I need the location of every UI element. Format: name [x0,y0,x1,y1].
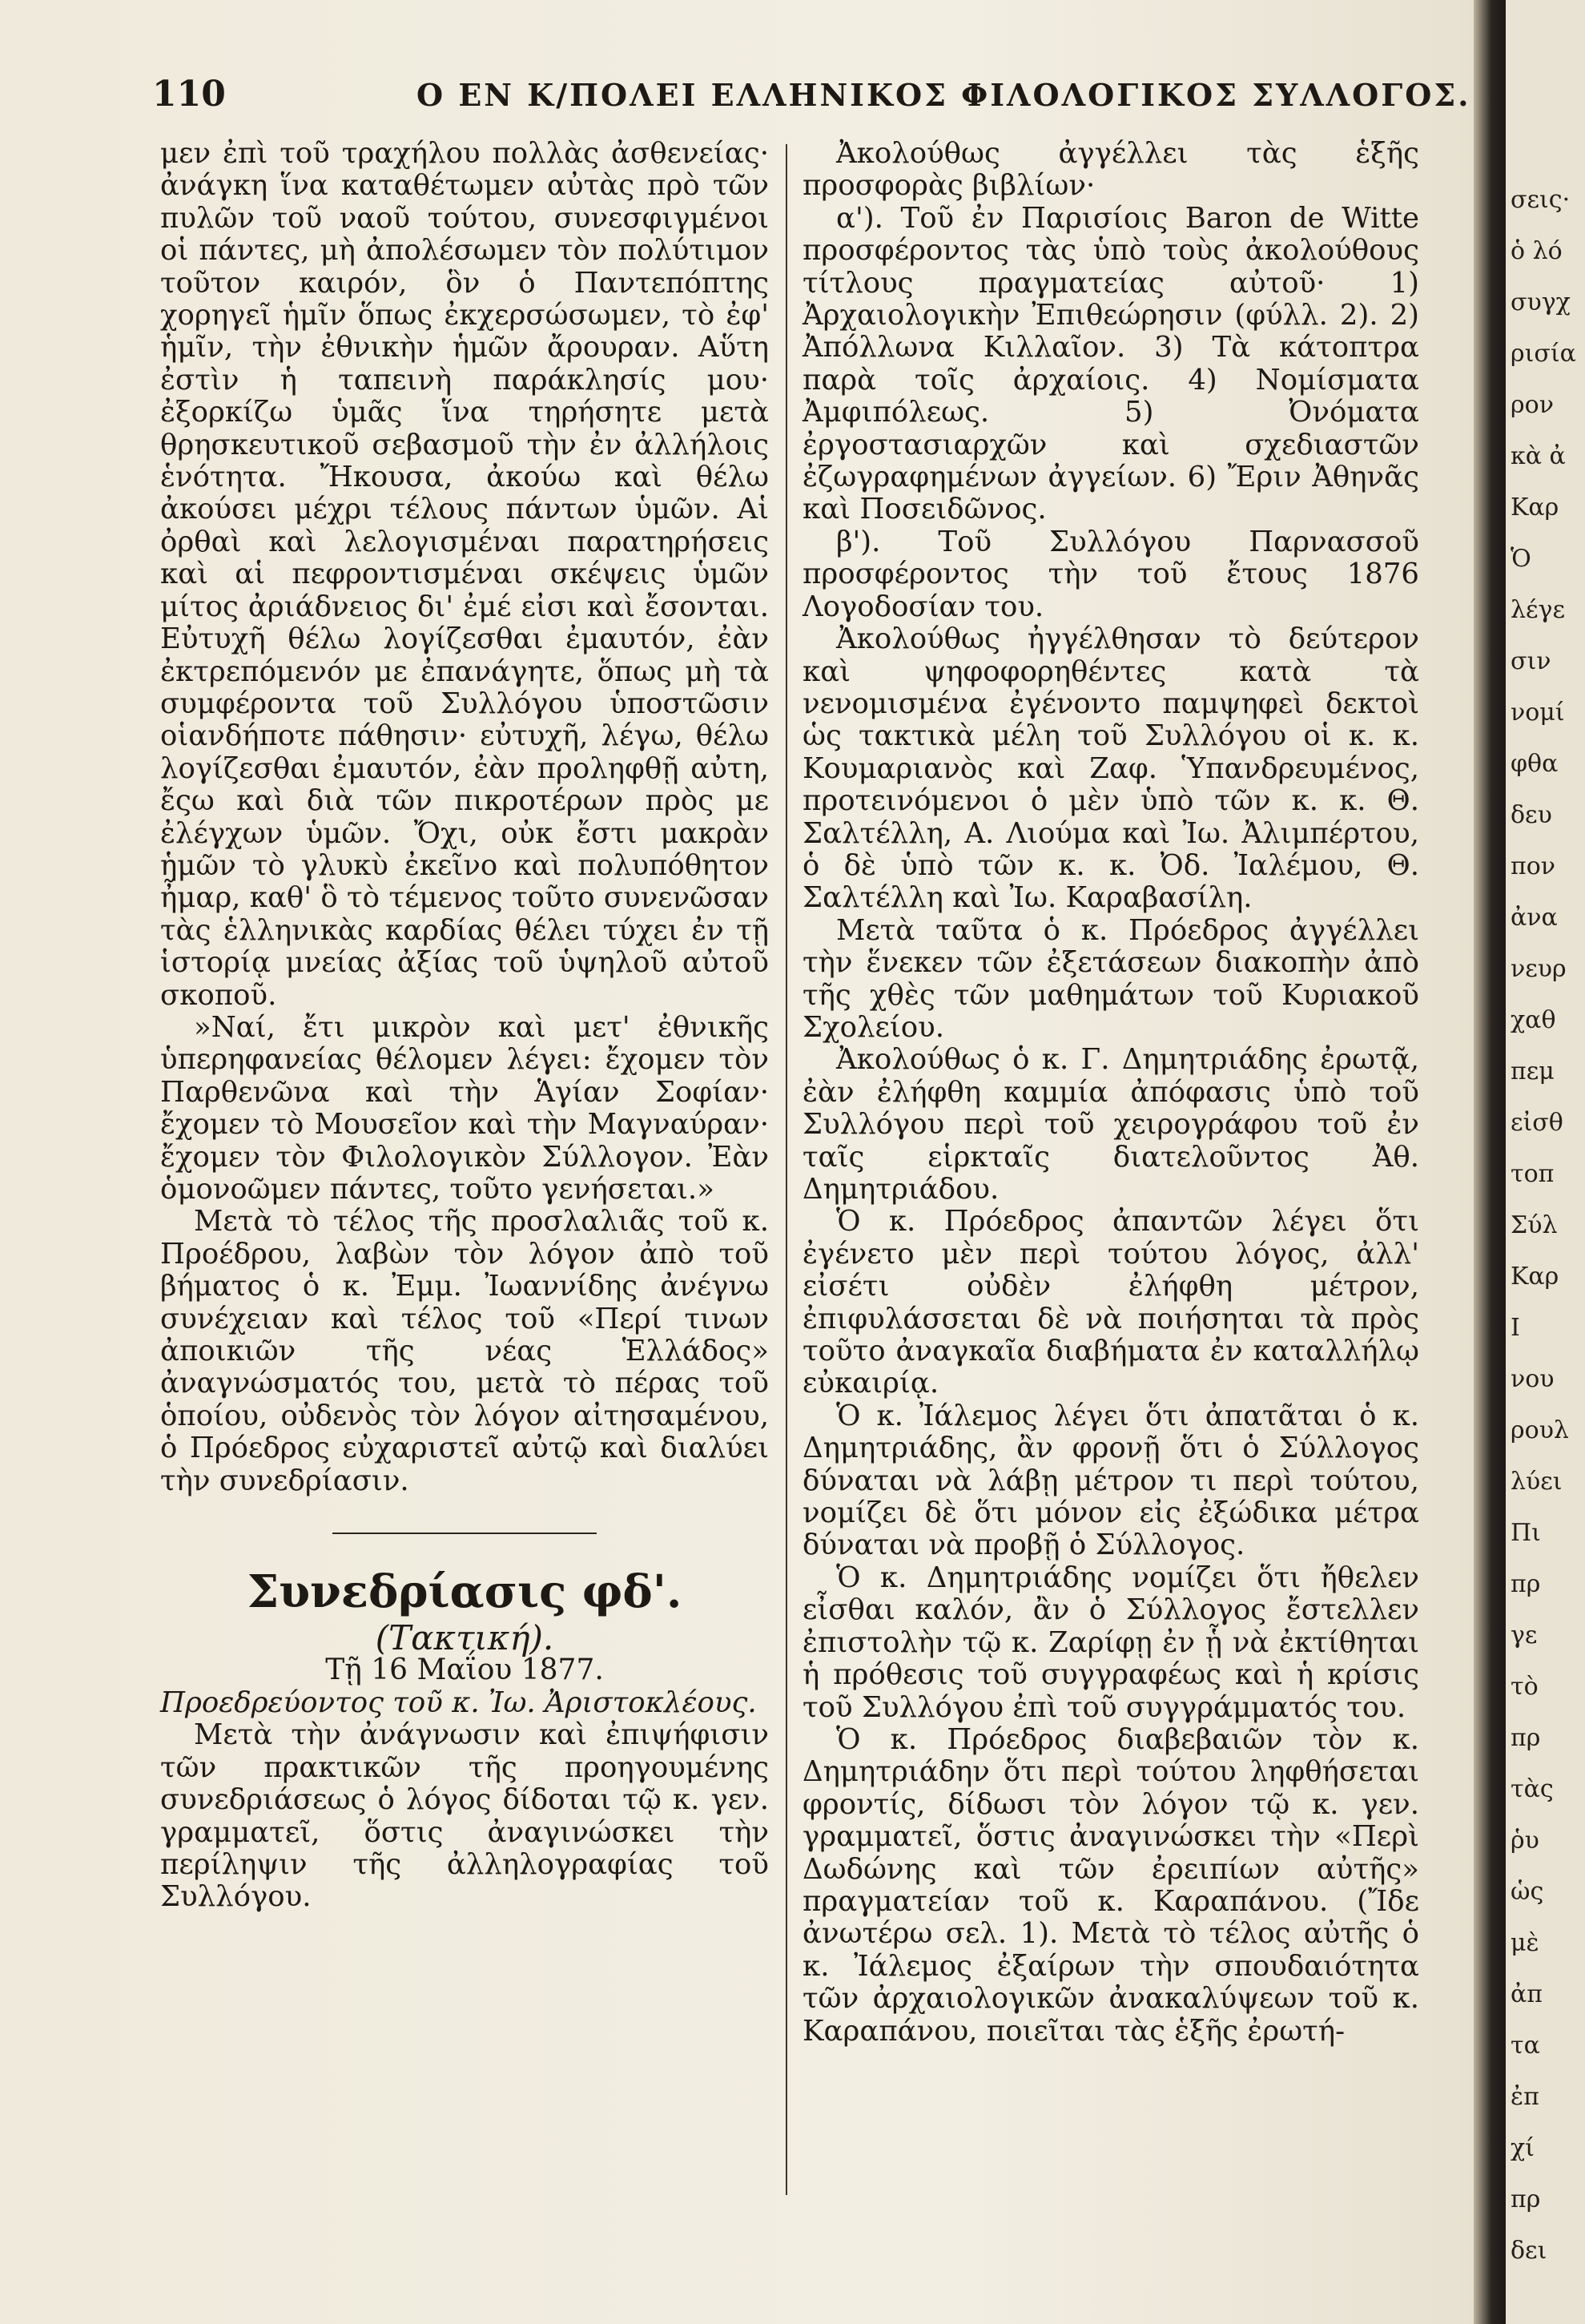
margin-fragment: ἀπ [1511,1980,1543,2008]
right-column [803,138,1419,2048]
margin-fragment: γε [1511,1621,1538,1649]
left-paragraph-4: Μετὰ τὴν ἀνάγνωσιν καὶ ἐπιψήφισιν τῶν πρακτικῶν τῆς προηγουμένης συνεδριάσεως ὁ λόγος δίδοται τῷ κ. γεν. γραμματεῖ, ὅστις ἀναγινώσκει τὴν περίληψιν τῆς ἀλληλογραφίας τοῦ Συλλόγου. [160,1718,769,1914]
margin-fragment: τοπ [1511,1160,1555,1188]
right-paragraph-1: Ἀκολούθως ἀγγέλλει τὰς ἑξῆς προσφορὰς βιβλίων· [803,137,1419,203]
margin-fragment: ὁ λό [1511,237,1563,265]
left-paragraph-1: μεν ἐπὶ τοῦ τραχήλου πολλὰς ἀσθενείας· ἀνάγκη ἵνα καταθέτωμεν αὐτὰς πρὸ τῶν πυλῶν τοῦ ναοῦ τούτου, συνεσφιγμένοι οἱ πάντες, μὴ ἀπολέσωμεν τὸν πολύτιμον τοῦτον καιρόν, ὃν ὁ Παντεπόπτης χορηγεῖ ἡμῖν ὅπως ἐκχερσώσωμεν, τὸ ἐφ' ἡμῖν, τὴν ἐθνικὴν ἡμῶν ἄρουραν. Αὕτη ἐστὶν ἡ ταπεινὴ παράκλησίς μου· ἐξορκίζω ὑμᾶς ἵνα τηρήσητε μετὰ θρησκευτικοῦ σεβασμοῦ τὴν ἐν ἀλλήλοις ἑνότητα. Ἤκουσα, ἀκούω καὶ θέλω ἀκούσει μέχρι τέλους πάντων ὑμῶν. Αἱ ὀρθαὶ καὶ λελογισμέναι παρατηρήσεις καὶ αἱ πεφροντισμέναι σκέψεις ὑμῶν μίτος ἀριάδνειος δι' ἐμέ εἰσι καὶ ἔσονται. Εὐτυχῆ θέλω λογίζεσθαι ἐμαυτόν, ἐὰν ἐκτρεπόμενόν με ἐπανάγητε, ὅπως μὴ τὰ συμφέροντα τοῦ Συλλόγου ὑποστῶσιν οἱανδήποτε πάθησιν· εὐτυχῆ, λέγω, θέλω λογίζεσθαι ἐμαυτόν, ἐὰν προληφθῇ αὐτη, ἔςω καὶ διὰ τῶν πικροτέρων πρὸς με ἐλέγχων ὑμῶν. Ὄχι, οὐκ ἔστι μακρὰν ἡμῶν τὸ γλυκὺ ἐκεῖνο καὶ πολυπόθητον ἦμαρ, καθ' ὃ τὸ τέμενος τοῦτο συνενῶσαν τὰς ἑλληνικὰς καρδίας θέλει τύχει ἐν τῇ ἱστορίᾳ μνείας ἀξίας τοῦ ὑψηλοῦ αὐτοῦ σκοποῦ. [160,137,769,1012]
right-paragraph-9: Ὁ κ. Δημητριάδης νομίζει ὅτι ἤθελεν εἶσθαι καλόν, ἂν ὁ Σύλλογος ἔστελλεν ἐπιστολὴν τῷ κ. Ζαρίφῃ ἐν ᾗ νὰ ἐκτίθηται ἡ πρόθεσις τοῦ συγγραφέως καὶ ἡ κρίσις τοῦ Συλλόγου ἐπὶ τοῦ συγγράμματός του. [803,1561,1419,1724]
session-type: (Τακτική). [375,1618,554,1658]
right-paragraph-6: Ἀκολούθως ὁ κ. Γ. Δημητριάδης ἐρωτᾷ, ἐὰν ἐλήφθη καμμία ἀπόφασις ὑπὸ τοῦ Συλλόγου περὶ τοῦ χειρογράφου τοῦ ἐν ταῖς εἱρκταῖς διατελοῦντος Ἀθ. Δημητριάδου. [803,1043,1419,1206]
right-paragraph-7: Ὁ κ. Πρόεδρος ἀπαντῶν λέγει ὅτι ἐγένετο μὲν περὶ τούτου λόγος, ἀλλ' εἰσέτι οὐδὲν ἐλήφθη μέτρον, ἐπιφυλάσσεται δὲ νὰ ποιήσηται τὰ πρὸς τοῦτο ἀναγκαῖα διαβήματα ἐν καταλλήλῳ εὐκαιρίᾳ. [803,1205,1419,1400]
margin-fragment: τὸ [1511,1673,1539,1701]
margin-fragment: τα [1511,2032,1540,2060]
margin-fragment: λέγε [1511,596,1566,624]
column-rule [786,144,787,2195]
margin-fragment: Σύλ [1511,1211,1558,1239]
margin-fragment: πρ [1511,1724,1541,1752]
margin-fragment: σεις· [1511,186,1571,214]
margin-fragment: χαθ [1511,1006,1556,1034]
margin-fragment: κὰ ἀ [1511,442,1566,470]
margin-fragment: μὲ [1511,1929,1539,1957]
page-header [152,74,1471,130]
margin-fragment: νου [1511,1365,1555,1393]
margin-fragment: πρ [1511,2185,1541,2213]
margin-fragment: πεμ [1511,1057,1555,1085]
margin-fragment: Ὁ [1511,545,1531,573]
margin-fragment: νευρ [1511,955,1567,983]
margin-fragment: λύει [1511,1468,1563,1496]
session-title: Συνεδρίασις φδ'. [247,1565,682,1619]
left-column [160,138,769,1914]
margin-fragment: ἀνα [1511,904,1558,932]
session-date: Τῇ 16 Μαΐου 1877. [325,1653,604,1687]
right-paragraph-4: Ἀκολούθως ἠγγέλθησαν τὸ δεύτερον καὶ ψηφοφορηθέντες κατὰ τὰ νενομισμένα ἐγένοντο παμψηφεὶ δεκτοὶ ὡς τακτικὰ μέλη τοῦ Συλλόγου οἱ κ. κ. Κουμαριανὸς καὶ Ζαφ. Ὑπανδρευμένος, προτεινόμενοι ὁ μὲν ὑπὸ τῶν κ. κ. Θ. Σαλτέλλη, Α. Λιούμα καὶ Ἰω. Ἀλιμπέρτου, ὁ δὲ ὑπὸ τῶν κ. κ. Ὀδ. Ἰαλέμου, Θ. Σαλτέλλη καὶ Ἰω. Καραβασίλη. [803,622,1419,915]
page-number: 110 [152,74,226,115]
margin-fragment: δευ [1511,801,1552,829]
margin-fragment: συγχ [1511,288,1571,316]
facing-page-edge [1506,0,1585,2324]
margin-fragment: εἰσθ [1511,1109,1563,1137]
book-gutter [1474,0,1506,2324]
margin-fragment: ρουλ [1511,1416,1569,1444]
right-paragraph-8: Ὁ κ. Ἰάλεμος λέγει ὅτι ἀπατᾶται ὁ κ. Δημητριάδης, ἂν φρονῇ ὅτι ὁ Σύλλογος δύναται νὰ λάβῃ μέτρον τι περὶ τούτου, νομίζει δὲ ὅτι μόνον εἰς ἐξώδικα μέτρα δύναται νὰ προβῇ ὁ Σύλλογος. [803,1399,1419,1562]
running-head: Ο ΕΝ Κ/ΠΟΛΕΙ ΕΛΛΗΝΙΚΟΣ ΦΙΛΟΛΟΓΙΚΟΣ ΣΥΛΛΟΓΟΣ. [416,77,1471,113]
margin-fragment: τὰς [1511,1775,1554,1803]
right-paragraph-5: Μετὰ ταῦτα ὁ κ. Πρόεδρος ἀγγέλλει τὴν ἕνεκεν τῶν ἐξετάσεων διακοπὴν ἀπὸ τῆς χθὲς τῶν μαθημάτων τοῦ Κυριακοῦ Σχολείου. [803,913,1419,1044]
left-paragraph-3: Μετὰ τὸ τέλος τῆς προσλαλιᾶς τοῦ κ. Προέδρου, λαβὼν τὸν λόγον ἀπὸ τοῦ βήματος ὁ κ. Ἐμμ. Ἰωαννίδης ἀνέγνω συνέχειαν καὶ τέλος τοῦ «Περί τινων ἀποικιῶν τῆς νέας Ἑλλάδος» ἀναγνώσματός του, μετὰ τὸ πέρας τοῦ ὁποίου, οὐδενὸς τὸν λόγον αἰτησαμένου, ὁ Πρόεδρος εὐχαριστεῖ αὐτῷ καὶ διαλύει τὴν συνεδρίασιν. [160,1205,769,1497]
margin-fragment: φθα [1511,750,1559,778]
margin-fragment: Καρ [1511,1263,1559,1291]
margin-fragment: ῥυ [1511,1827,1539,1855]
margin-fragment: δει [1511,2237,1547,2265]
right-paragraph-2: α'). Τοῦ ἐν Παρισίοις Baron de Witte προσφέροντος τὰς ὑπὸ τοὺς ἀκολούθους τίτλους πραγματείας αὐτοῦ· 1) Ἀρχαιολογικὴν Ἐπιθεώρησιν (φύλλ. 2). 2) Ἀπόλλωνα Κιλλαῖον. 3) Τὰ κάτοπτρα παρὰ τοῖς ἀρχαίοις. 4) Νομίσματα Ἀμφιπόλεως. 5) Ὀνόματα ἐργοστασιαρχῶν καὶ σχεδιαστῶν ἐζωγραφημένων ἀγγείων. 6) Ἔριν Ἀθηνᾶς καὶ Ποσειδῶνος. [803,201,1419,526]
margin-fragment: νομί [1511,699,1565,727]
margin-fragment: πον [1511,852,1556,880]
margin-fragment: Καρ [1511,493,1559,522]
presiding-line: Προεδρεύοντος τοῦ κ. Ἰω. Ἀριστοκλέους. [160,1686,757,1719]
section-divider [332,1533,597,1534]
left-paragraph-2: »Ναί, ἔτι μικρὸν καὶ μετ' ἐθνικῆς ὑπερηφανείας θέλομεν λέγει: ἔχομεν τὸν Παρθενῶνα καὶ τὴν Ἁγίαν Σοφίαν· ἔχομεν τὸ Μουσεῖον καὶ τὴν Μαγναύραν· ἔχομεν τὸν Φιλολογικὸν Σύλλογον. Ἐὰν ὁμονοῶμεν πάντες, τοῦτο γενήσεται.» [160,1010,769,1206]
right-paragraph-10: Ὁ κ. Πρόεδρος διαβεβαιῶν τὸν κ. Δημητριάδην ὅτι περὶ τούτου ληφθήσεται φροντίς, δίδωσι τὸν λόγον τῷ κ. γεν. γραμματεῖ, ὅστις ἀναγινώσκει τὴν «Περὶ Δωδώνης καὶ τῶν ἐρειπίων αὐτῆς» πραγματείαν τοῦ κ. Καραπάνου. (Ἴδε ἀνωτέρω σελ. 1). Μετὰ τὸ τέλος αὐτῆς ὁ κ. Ἰάλεμος ἐξαίρων τὴν σπουδαιότητα τῶν ἀρχαιολογικῶν ἀνακαλύψεων τοῦ κ. Καραπάνου, ποιεῖται τὰς ἑξῆς ἐρωτή- [803,1722,1419,2048]
margin-fragment: ἐπ [1511,2083,1539,2111]
margin-fragment: ὡς [1511,1878,1544,1906]
right-paragraph-3: β'). Τοῦ Συλλόγου Παρνασσοῦ προσφέροντος τὴν τοῦ ἔτους 1876 Λογοδοσίαν του. [803,525,1419,623]
margin-fragment: χί [1511,2134,1535,2162]
margin-fragment: ρον [1511,391,1554,419]
margin-fragment: Πι [1511,1519,1541,1547]
margin-fragment: σιν [1511,647,1551,675]
margin-fragment: πρ [1511,1570,1541,1598]
margin-fragment: ρισία [1511,340,1576,368]
margin-fragment: Ι [1511,1314,1520,1342]
